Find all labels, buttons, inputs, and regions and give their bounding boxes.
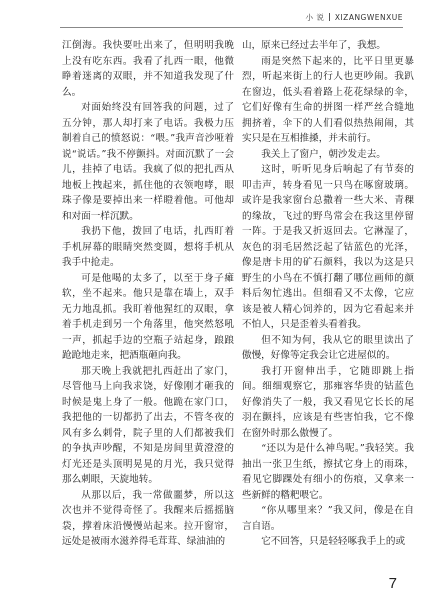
paragraph: “你从哪里来？”我又问，像是在自言自语。 — [242, 505, 414, 532]
header-rule — [60, 27, 403, 28]
paragraph: 山，原来已经过去半年了，我想。 — [242, 40, 386, 51]
page-number: 7 — [388, 575, 397, 592]
paragraph: 它不回答，只是轻轻啄我手上的或 — [261, 536, 406, 547]
paragraph: 但不知为何，我从它的眼里读出了傲慢，好像等定我会让它进屋似的。 — [242, 334, 414, 361]
paragraph: 我关上了窗户，朝沙发走去。 — [261, 148, 386, 160]
running-header — [305, 12, 403, 23]
header-separator — [329, 13, 330, 21]
paragraph: 那天晚上我就把扎西赶出了家门，尽管他马上向我求饶，好像刚才砸我的时候是鬼上身了一般。他跪在家门口，我把他的一切都扔了出去，不管冬夜的风有多么刺骨，院子里的人们都被我们的争执声吵醒，不知是房间里黄澄澄的灯光还是头顶明晃晃的月光，我只觉得那么刺眼，天旋地转。 — [62, 365, 234, 485]
section-label: 小 说 — [305, 13, 325, 22]
paragraph: 对面始终没有回答我的问题，过了五分钟，那人却打来了电话。我极力压制着自己的愤怒说：“喂。”我声音沙哑着说“说话。”我不停颤抖。对面沉默了一会儿，挂掉了电话。我疯了似的把扎西从地板上拽起来，抓住他的衣领咆哮，眼珠子像是要掉出来一样瞪着他。可他却和对面一样沉默。 — [62, 102, 234, 222]
paragraph: 我扔下他，拨回了电话，扎西盯着手机屏幕的眼睛突然变圆，想将手机从我手中抢走。 — [62, 226, 234, 268]
paragraph: 雨是突然下起来的，比平日里更暴烈，听起来街上的行人也更吵闹。我趴在窗边，低头看着路上花花绿绿的伞，它们好像有生命的拼图一样严丝合缝地拥挤着，伞下的人们看似热热闹闹，其实只是在互相推搡，并未前行。 — [242, 55, 414, 144]
paragraph: 可是他喝的太多了，以至于身子瘫软，坐不起来。他只是靠在墙上，双手无力地乱抓。我盯着他猩红的双眼，拿着手机走到另一个角落里，他突然怒吼一声，抓起手边的空瓶子站起身，踉踉跄跄地走来，把酒瓶砸向我。 — [62, 272, 234, 361]
right-column — [242, 38, 414, 550]
paragraph: 我打开窗伸出手，它随即跳上指间。细细观察它，那雍容华贵的钴蓝色好像消失了一般，我又看见它长长的尾羽在颤抖，应该是有些害怕我，它不像在窗外时那么傲慢了。 — [242, 365, 414, 439]
magazine-name: XIZANGWENXUE — [334, 13, 403, 22]
paragraph: 这时，听听见身后响起了有节奏的叩击声，转身看见一只鸟在啄窗玻璃。或许是我家窗台总撒着一些大米、青稞的缘故，飞过的野鸟常会在我这里停留一阵。于是我又折返回去。它淋湿了，灰色的羽毛居然泛起了钴蓝色的光泽，像是唐卡用的矿石颜料，我以为这是只野生的小鸟在不慎打翻了哪位画师的颜料后匆忙逃出。但细看又不太像，它应该是被人精心饲养的，因为它看起来并不怕人，只是歪着头看着我。 — [242, 164, 414, 330]
paragraph: “还以为是什么神鸟呢。”我轻笑。我抽出一张卫生纸，擦拭它身上的雨珠，看见它脚踝处有细小的伤痕，又拿来一些新鲜的糌粑喂它。 — [242, 443, 414, 501]
paragraph: 从那以后，我一常做噩梦，所以这次也并不觉得奇怪了。我醒来后摇摇脑袋，撑着床沿慢慢站起来。拉开窗帘，远处是被雨水滋养得毛茸茸、绿油油的 — [62, 489, 234, 547]
paragraph: 江倒海。我快要吐出来了，但明明我晚上没有吃东西。我看了扎西一眼，他微睁着迷离的双眼，并不知道我发现了什么。 — [62, 40, 234, 98]
left-column — [62, 38, 234, 550]
